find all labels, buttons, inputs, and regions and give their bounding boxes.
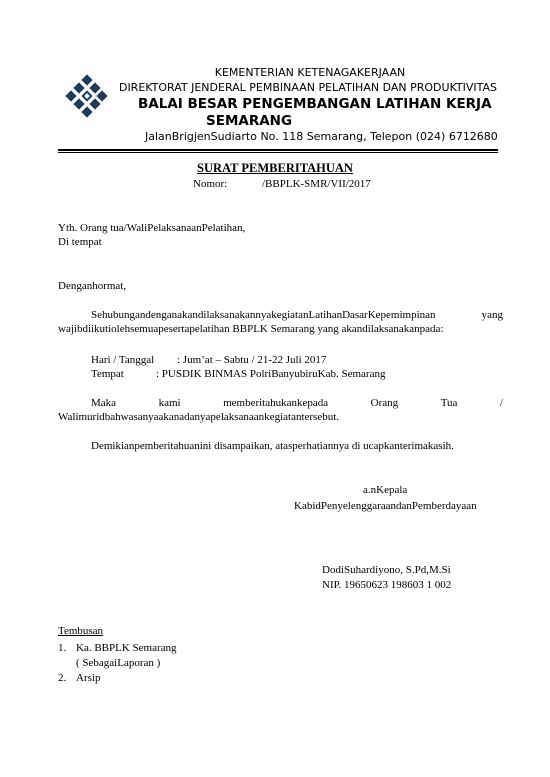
paragraph2-line1 <box>91 397 503 409</box>
copies-item-number: 1. <box>58 642 67 654</box>
place-value: : PUSDIK BINMAS PolriBanyubiruKab. Semarang <box>156 368 386 380</box>
paragraph2-word: Tua <box>440 397 458 409</box>
date-value: : Jum’at – Sabtu / 21-22 Juli 2017 <box>177 354 327 366</box>
paragraph1-end: yang <box>481 309 503 321</box>
letterhead-divider-thin <box>58 152 498 153</box>
signature-nip: NIP. 19650623 198603 1 002 <box>322 579 452 591</box>
letterhead-divider <box>58 149 498 151</box>
copies-item-number: 2. <box>58 672 67 684</box>
signature-name: DodiSuhardiyono, S.Pd,M.Si <box>322 564 451 576</box>
closing-sentence: Demikianpemberitahuanini disampaikan, atasperhatiannya di ucapkanterimakasih. <box>91 440 454 452</box>
copies-title: Tembusan <box>58 625 104 637</box>
signature-on-behalf: a.nKepala <box>363 484 408 496</box>
recipient-line2: Di tempat <box>58 236 102 248</box>
letter-number-label: Nomor: <box>193 178 228 190</box>
letterhead-directorate: DIREKTORAT JENDERAL PEMBINAAN PELATIHAN DAN PRODUKTIVITAS <box>118 81 498 94</box>
letterhead-address: JalanBrigjenSudiarto No. 118 Semarang, Telepon (024) 6712680 <box>145 130 498 143</box>
place-label: Tempat <box>91 368 124 380</box>
greeting: Denganhormat, <box>58 280 127 292</box>
date-label: Hari / Tanggal <box>91 354 155 366</box>
signature-position: KabidPenyelenggaraandanPemberdayaan <box>294 500 477 512</box>
letterhead-institution-line2: SEMARANG <box>206 113 293 129</box>
letter-number-value: /BBPLK-SMR/VII/2017 <box>262 178 371 190</box>
letterhead-ministry: KEMENTERIAN KETENAGAKERJAAN <box>214 66 406 79</box>
copies-item-sub: ( SebagaiLaporan ) <box>76 657 161 669</box>
copies-item-text: Ka. BBPLK Semarang <box>76 642 177 654</box>
recipient-line1: Yth. Orang tua/WaliPelaksanaanPelatihan, <box>58 222 246 234</box>
letterhead-institution-line1: BALAI BESAR PENGEMBANGAN LATIHAN KERJA <box>138 96 492 112</box>
ministry-logo-icon <box>63 70 108 120</box>
copies-item-text: Arsip <box>76 672 101 684</box>
letter-title: SURAT PEMBERITAHUAN <box>197 161 353 175</box>
paragraph2-word: memberitahukankepada <box>223 397 329 409</box>
paragraph2-word: Maka <box>91 397 117 409</box>
paragraph2-word: Orang <box>370 397 399 409</box>
paragraph2-word: kami <box>158 397 181 409</box>
paragraph1-text: SehubungandenganakandilaksanakannyakegiatanLatihanDasarKepemimpinan <box>91 309 436 321</box>
paragraph1-line2: wajibdiikutiolehsemuapesertapelatihan BBPLK Semarang yang akandilaksanakanpada: <box>58 323 444 335</box>
paragraph2-word: / <box>499 397 503 409</box>
paragraph2-line2: Walimuridbahwasanyaakanadanyapelaksanaankegiatantersebut. <box>58 411 340 423</box>
paragraph1-line1 <box>91 309 503 321</box>
